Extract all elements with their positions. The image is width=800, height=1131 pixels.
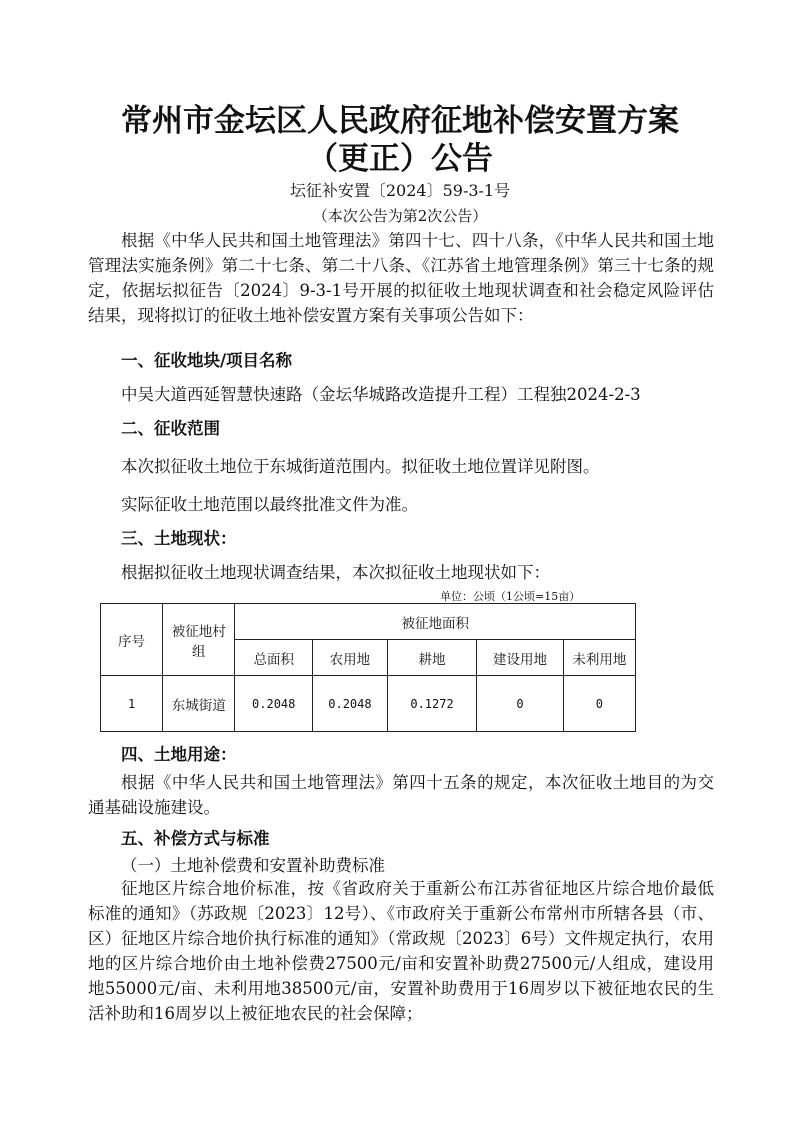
section4-heading: 四、土地用途： bbox=[121, 745, 237, 764]
table-cell-cultivated: 0.1272 bbox=[387, 676, 476, 732]
document-title-line2: （更正）公告 bbox=[307, 141, 493, 177]
table-cell-unused: 0 bbox=[563, 676, 635, 732]
table-unit-note: 单位：公顷（1公顷=15亩） bbox=[440, 590, 581, 603]
notice-count: （本次公告为第2次公告） bbox=[312, 207, 488, 225]
table-cell-agricultural: 0.2048 bbox=[313, 676, 388, 732]
section2-paragraph1: 本次拟征收土地位于东城街道范围内。拟征收土地位置详见附图。 bbox=[121, 457, 600, 476]
table-subheader-total: 总面积 bbox=[235, 640, 313, 676]
document-title-line1: 常州市金坛区人民政府征地补偿安置方案 bbox=[121, 103, 679, 139]
section1-content: 中吴大道西延智慧快速路（金坛华城路改造提升工程）工程独2024-2-3 bbox=[121, 385, 641, 404]
section2-heading: 二、征收范围 bbox=[121, 419, 220, 438]
section3-heading: 三、土地现状： bbox=[121, 529, 237, 548]
table-subheader-cultivated: 耕地 bbox=[387, 640, 476, 676]
section5-content: 征地区片综合地价标准，按《省政府关于重新公布江苏省征地区片综合地价最低标准的通知》（苏政规〔2023〕12号）、《市政府关于重新公布常州市所辖各县（市、区）征地区片综合地价执行标准的通知》（常政规〔2023〕6号）文件规定执行，农用地的区片综合地价由土地补偿费27500元/亩和安置补助费27500元/人组成，建设用地55000元/亩、未利用地38500元/亩，安置补助费用于16周岁以下被征地农民的生活补助和16周岁以上被征地农民的社会保障； bbox=[88, 879, 714, 1023]
document-number: 坛征补安置〔2024〕59-3-1号 bbox=[289, 181, 511, 200]
table-cell-construction: 0 bbox=[477, 676, 564, 732]
land-status-table bbox=[100, 603, 636, 732]
section5-subheading: （一）土地补偿费和安置补助费标准 bbox=[121, 856, 385, 875]
table-cell-no: 1 bbox=[101, 676, 163, 732]
section3-content: 根据拟征收土地现状调查结果，本次拟征收土地现状如下： bbox=[121, 563, 550, 582]
table-subheader-construction: 建设用地 bbox=[477, 640, 564, 676]
table-subheader-unused: 未利用地 bbox=[563, 640, 635, 676]
table-subheader-agricultural: 农用地 bbox=[313, 640, 388, 676]
table-header-group: 被征地面积 bbox=[235, 604, 636, 640]
table-header-no: 序号 bbox=[101, 604, 163, 676]
section4-content: 根据《中华人民共和国土地管理法》第四十五条的规定，本次征收土地目的为交通基础设施建设。 bbox=[88, 773, 714, 817]
table-header-village: 被征地村组 bbox=[163, 604, 235, 676]
table-cell-total: 0.2048 bbox=[235, 676, 313, 732]
table-cell-village: 东城街道 bbox=[163, 676, 235, 732]
table-row bbox=[101, 676, 636, 732]
section2-paragraph2: 实际征收土地范围以最终批准文件为准。 bbox=[121, 495, 418, 514]
intro-paragraph: 根据《中华人民共和国土地管理法》第四十七、四十八条，《中华人民共和国土地管理法实施条例》第二十七条、第二十八条、《江苏省土地管理条例》第三十七条的规定，依据坛拟征告〔2024〕9-3-1号开展的拟征收土地现状调查和社会稳定风险评估结果，现将拟订的征收土地补偿安置方案有关事项公告如下： bbox=[88, 231, 714, 325]
section5-heading: 五、补偿方式与标准 bbox=[121, 829, 270, 848]
section1-heading: 一、征收地块/项目名称 bbox=[121, 351, 293, 370]
